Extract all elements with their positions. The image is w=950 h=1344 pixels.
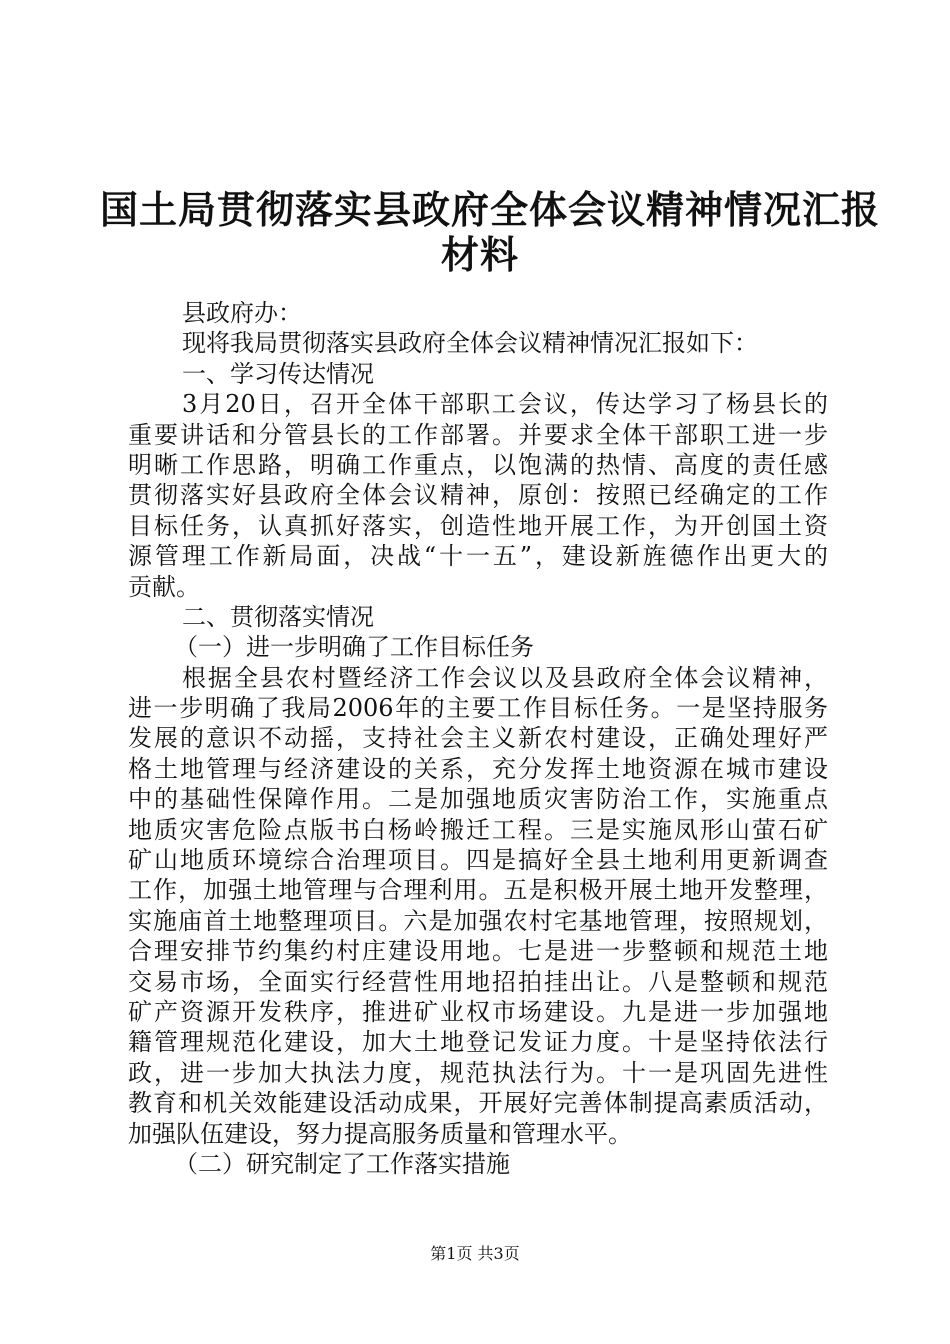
subsection-1-line: 矿山地质环境综合治理项目。四是搞好全县土地利用更新调查	[128, 846, 828, 875]
section-1-heading: 一、学习传达情况	[182, 359, 374, 388]
subsection-1-heading: （一）进一步明确了工作目标任务	[174, 633, 534, 662]
subsection-1-line: 合理安排节约集约村庄建设用地。七是进一步整顿和规范土地	[128, 937, 828, 966]
subsection-1-line: 进一步明确了我局2006年的主要工作目标任务。一是坚持服务	[128, 694, 828, 723]
section-1-line: 贡献。	[128, 572, 200, 601]
subsection-1-line: 中的基础性保障作用。二是加强地质灾害防治工作，实施重点	[128, 785, 828, 814]
section-1-line: 贯彻落实好县政府全体会议精神，原创：按照已经确定的工作	[128, 481, 828, 510]
subsection-1-line: 教育和机关效能建设活动成果，开展好完善体制提高素质活动，	[128, 1089, 828, 1118]
subsection-1-line: 籍管理规范化建设，加大土地登记发证力度。十是坚持依法行	[128, 1028, 828, 1057]
document-title-line-1: 国土局贯彻落实县政府全体会议精神情况汇报	[100, 187, 881, 232]
subsection-1-line: 格土地管理与经济建设的关系，充分发挥土地资源在城市建设	[128, 754, 828, 783]
addressee: 县政府办：	[182, 299, 302, 327]
subsection-1-line: 实施庙首土地整理项目。六是加强农村宅基地管理，按照规划，	[128, 906, 828, 935]
section-1-line: 重要讲话和分管县长的工作部署。并要求全体干部职工进一步	[128, 420, 828, 449]
subsection-1-line: 政，进一步加大执法力度，规范执法行为。十一是巩固先进性	[128, 1058, 828, 1087]
subsection-1-line: 工作，加强土地管理与合理利用。五是积极开展土地开发整理，	[128, 876, 828, 905]
subsection-1-line: 根据全县农村暨经济工作会议以及县政府全体会议精神，	[182, 663, 828, 692]
subsection-1-line: 加强队伍建设，努力提高服务质量和管理水平。	[128, 1119, 632, 1148]
subsection-1-line: 交易市场，全面实行经营性用地招拍挂出让。八是整顿和规范	[128, 967, 828, 996]
document-title-line-2: 材料	[440, 232, 519, 277]
section-2-heading: 二、贯彻落实情况	[182, 602, 374, 631]
section-1-line: 明晰工作思路，明确工作重点，以饱满的热情、高度的责任感	[128, 450, 828, 479]
section-1-line: 目标任务，认真抓好落实，创造性地开展工作，为开创国土资	[128, 511, 828, 540]
subsection-1-line: 发展的意识不动摇，支持社会主义新农村建设，正确处理好严	[128, 724, 828, 753]
subsection-1-line: 地质灾害危险点版书白杨岭搬迁工程。三是实施凤形山萤石矿	[128, 815, 828, 844]
page-footer: 第1页 共3页	[430, 1244, 520, 1263]
section-1-line: 源管理工作新局面，决战“十一五”，建设新旌德作出更大的	[128, 542, 828, 571]
intro-paragraph: 现将我局贯彻落实县政府全体会议精神情况汇报如下：	[182, 329, 758, 358]
document-body	[128, 298, 828, 1179]
subsection-2-heading: （二）研究制定了工作落实措施	[174, 1149, 510, 1178]
subsection-1-line: 矿产资源开发秩序，推进矿业权市场建设。九是进一步加强地	[128, 997, 828, 1026]
section-1-line: 3月20日，召开全体干部职工会议，传达学习了杨县长的	[182, 390, 828, 419]
